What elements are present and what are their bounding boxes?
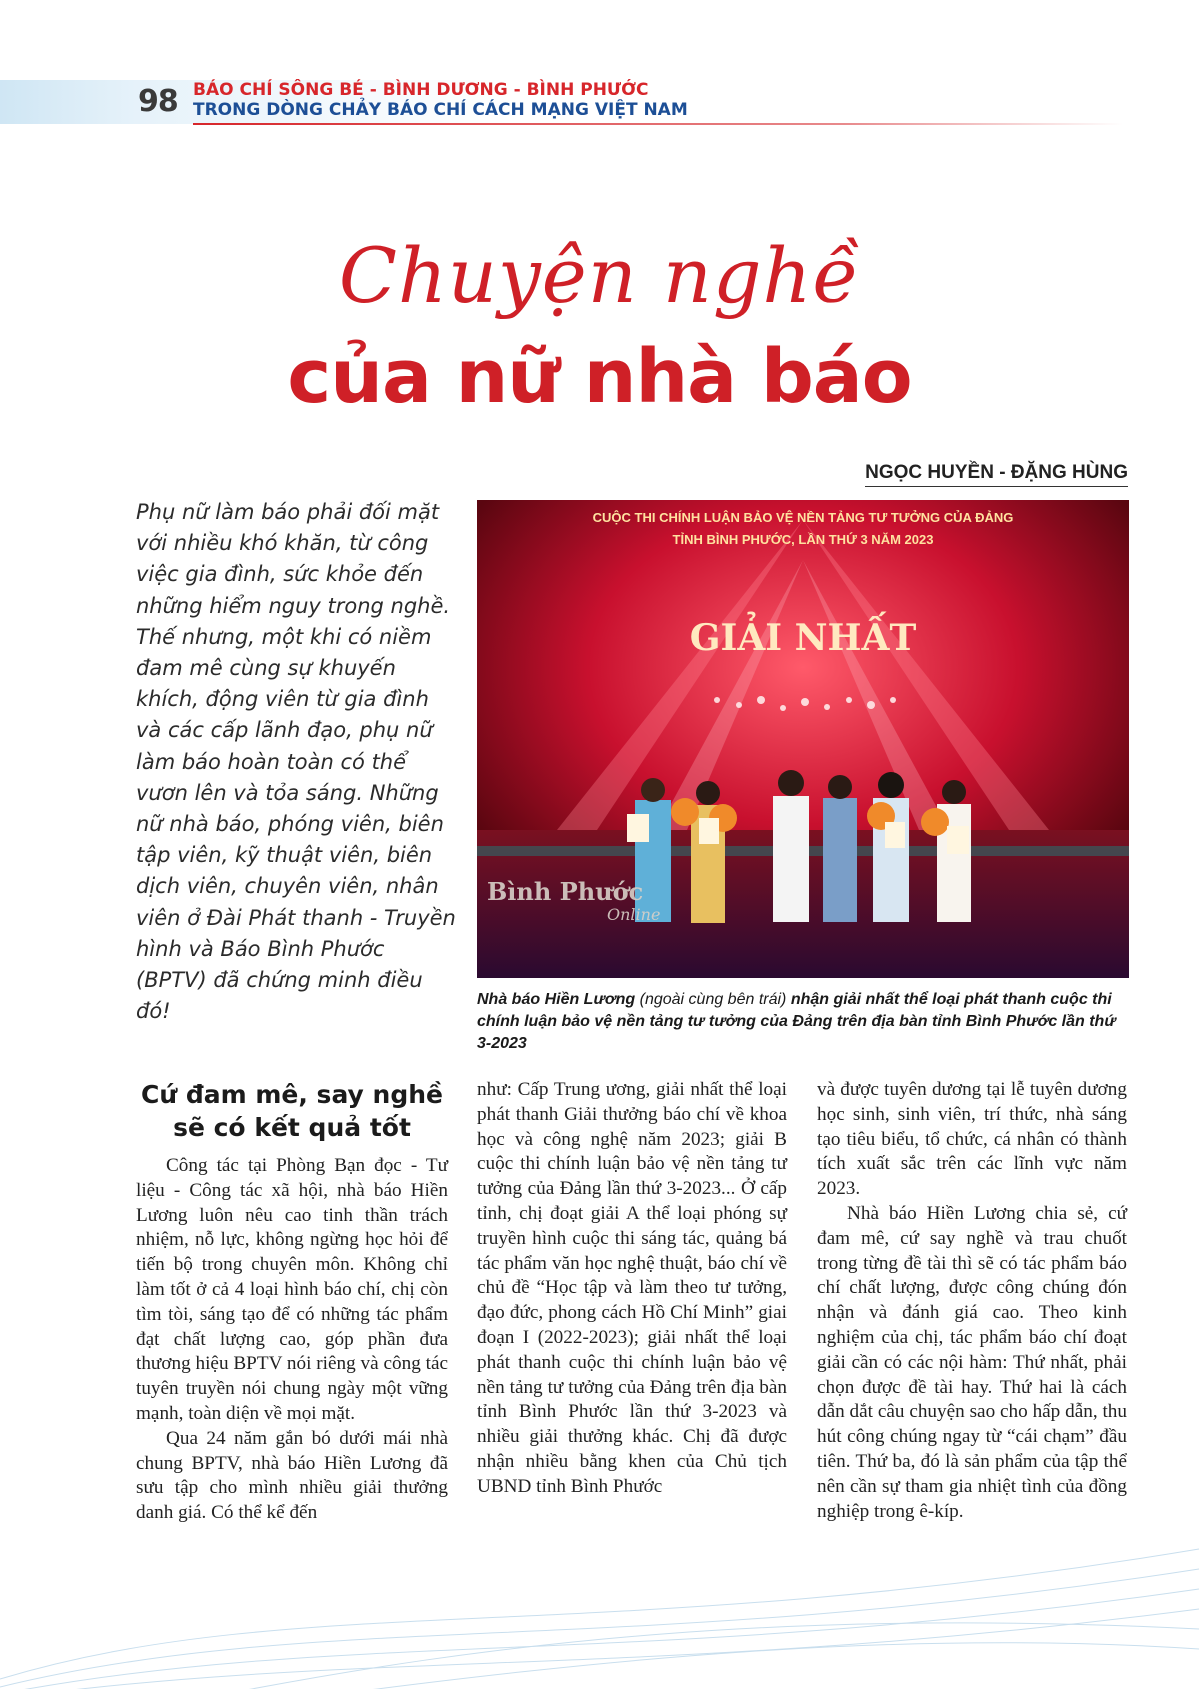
banner-line2: TỈNH BÌNH PHƯỚC, LẦN THỨ 3 NĂM 2023 (672, 532, 934, 547)
award-text: GIẢI NHẤT (689, 617, 917, 659)
body-paragraph: và được tuyên dương tại lễ tuyên dương học sinh, sinh viên, trí thức, nhà sáng tạo tiêu biểu, tổ chức, cá nhân có thành tích xuất sắc trên các lĩnh vực năm 2023. (817, 1079, 1127, 1200)
caption-note: (ngoài cùng bên trái) (635, 991, 791, 1008)
lead-paragraph: Phụ nữ làm báo phải đối mặt với nhiều khó khăn, từ công việc gia đình, sức khỏe đến những hiểm nguy trong nghề. Thế nhưng, một khi có niềm đam mê cùng sự khuyến khích, động viên từ gia đình và các cấp lãnh đạo, phụ nữ làm báo hoàn toàn có thể vươn lên và tỏa sáng. Những nữ nhà báo, phóng viên, biên tập viên, kỹ thuật viên, biên dịch viên, chuyên viên, nhân viên ở Đài Phát thanh - Truyền hình và Báo Bình Phước (BPTV) đã chứng minh điều đó! (136, 500, 456, 1024)
body-paragraph: Nhà báo Hiền Lương chia sẻ, cứ đam mê, cứ say nghề và trau chuốt trong từng đề tài thì sẽ có tác phẩm báo chí chất lượng, được công chúng đón nhận và đánh giá cao. Theo kinh nghiệm của chị, tác phẩm báo chí đoạt giải cần có các nội hàm: Thứ nhất, phải chọn được đề tài hay. Thứ hai là cách dẫn dắt câu chuyện sao cho hấp dẫn, thu hút công chúng ngay từ “cái chạm” đầu tiên. Thứ ba, đó là sản phẩm của tập thể nên cần sự tham gia nhiệt tình của đồng nghiệp trong ê-kíp. (817, 1202, 1127, 1522)
byline: NGỌC HUYỀN - ĐẶNG HÙNG (865, 462, 1128, 487)
award-ceremony-image (477, 500, 1129, 978)
caption-name: Nhà báo Hiền Lương (477, 991, 636, 1008)
bottom-wave-decoration (0, 1529, 1199, 1689)
running-title (193, 80, 688, 120)
body-paragraph: Công tác tại Phòng Bạn đọc - Tư liệu - Công tác xã hội, nhà báo Hiền Lương luôn nêu cao tinh thần trách nhiệm, nỗ lực, không ngừng học hỏi để tiến bộ trong chuyên môn. Không chỉ làm tốt ở cả 4 loại hình báo chí, chị còn tìm tòi, sáng tạo để có những tác phẩm đạt chất lượng cao, góp phần đưa thương hiệu BPTV nói riêng và công tác tuyên truyền nói chung ngày một vững mạnh, toàn diện về mọi mặt. (136, 1155, 448, 1424)
header-rule (193, 123, 1123, 125)
watermark-main: Bình Phước (487, 877, 644, 906)
running-title-line1: BÁO CHÍ SÔNG BÉ - BÌNH DƯƠNG - BÌNH PHƯỚC (193, 80, 649, 100)
article-title-main: của nữ nhà báo (287, 334, 912, 420)
running-title-line2: TRONG DÒNG CHẢY BÁO CHÍ CÁCH MẠNG VIỆT NAM (193, 100, 688, 120)
award-photo (477, 500, 1129, 978)
page-number: 98 (138, 84, 178, 119)
caption-description: nhận giải nhất thể loại phát thanh cuộc thi chính luận bảo vệ nền tảng tư tưởng của Đảng trên địa bàn tỉnh Bình Phước lần thứ 3-2023 (477, 991, 1116, 1052)
banner-line1: CUỘC THI CHÍNH LUẬN BẢO VỆ NỀN TẢNG TƯ TƯỞNG CỦA ĐẢNG (592, 510, 1014, 525)
body-column-2 (477, 1078, 787, 1500)
body-column-1 (136, 1154, 448, 1526)
photo-caption (477, 989, 1127, 1055)
section-heading: Cứ đam mê, say nghề sẽ có kết quả tốt (140, 1080, 443, 1142)
watermark-sub: Online (607, 905, 661, 924)
body-paragraph: như: Cấp Trung ương, giải nhất thể loại phát thanh Giải thưởng báo chí về khoa học và công nghệ năm 2023; giải B cuộc thi chính luận bảo vệ nền tảng tư tưởng của Đảng lần thứ 3-2023... Ở cấp tỉnh, chị đoạt giải A thể loại phóng sự truyền hình cuộc thi sáng tác, quảng bá tác phẩm văn học nghệ thuật, báo chí về chủ đề “Học tập và làm theo tư tưởng, đạo đức, phong cách Hồ Chí Minh” giai đoạn I (2022-2023); giải nhất thể loại phát thanh cuộc thi chính luận bảo vệ nền tảng tư tưởng của Đảng trên địa bàn tỉnh Bình Phước lần thứ 3-2023 và nhiều giải thưởng khác. Chị đã được nhận nhiều bằng khen của Chủ tịch UBND tỉnh Bình Phước (477, 1079, 787, 1497)
article-title-script: Chuyện nghề (338, 231, 861, 320)
body-column-3 (817, 1078, 1127, 1524)
body-paragraph: Qua 24 năm gắn bó dưới mái nhà chung BPTV, nhà báo Hiền Lương đã sưu tập cho mình nhiều giải thưởng danh giá. Có thể kể đến (136, 1427, 448, 1524)
